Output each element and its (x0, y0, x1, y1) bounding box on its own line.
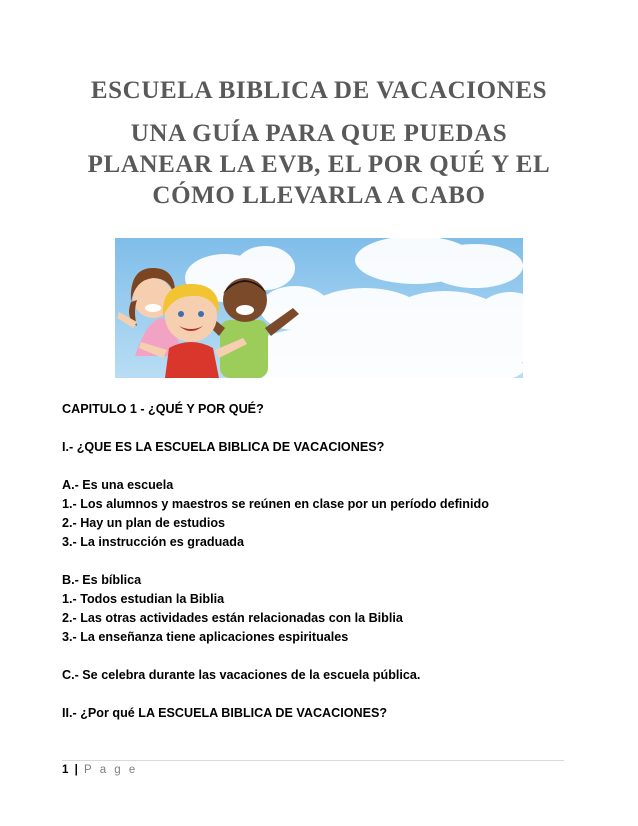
page-number: 1 (62, 764, 69, 776)
subsection-c-heading: C.- Se celebra durante las vacaciones de la escuela pública. (62, 668, 421, 682)
section-heading-1: I.- ¿QUE ES LA ESCUELA BIBLICA DE VACACIONES? (62, 440, 385, 454)
list-item: 2.- Las otras actividades están relacionadas con la Biblia (62, 611, 403, 625)
subtitle-line-1: UNA GUÍA PARA QUE PUEDAS (130, 120, 508, 147)
subsection-a-heading: A.- Es una escuela (62, 478, 174, 492)
children-clouds-illustration (115, 238, 523, 378)
list-item: 2.- Hay un plan de estudios (62, 516, 226, 530)
subsection-b-heading: B.- Es bíblica (62, 573, 142, 587)
page-label: P a g e (84, 764, 138, 776)
list-item: 3.- La instrucción es graduada (62, 535, 244, 549)
subtitle-line-2: PLANEAR LA EVB, EL POR QUÉ Y EL (87, 151, 551, 178)
section-heading-2: II.- ¿Por qué LA ESCUELA BIBLICA DE VACACIONES? (62, 706, 388, 720)
document-subtitle (60, 118, 578, 211)
document-title: ESCUELA BIBLICA DE VACACIONES (90, 77, 548, 104)
footer-divider (62, 760, 564, 761)
list-item: 1.- Todos estudian la Biblia (62, 592, 225, 606)
document-body (62, 400, 582, 723)
chapter-heading: CAPITULO 1 - ¿QUÉ Y POR QUÉ? (62, 402, 264, 416)
page-footer (62, 762, 138, 778)
subtitle-line-3: CÓMO LLEVARLA A CABO (152, 182, 486, 209)
list-item: 1.- Los alumnos y maestros se reúnen en clase por un período definido (62, 497, 489, 511)
footer-separator: | (74, 764, 78, 776)
list-item: 3.- La enseñanza tiene aplicaciones espirituales (62, 630, 349, 644)
